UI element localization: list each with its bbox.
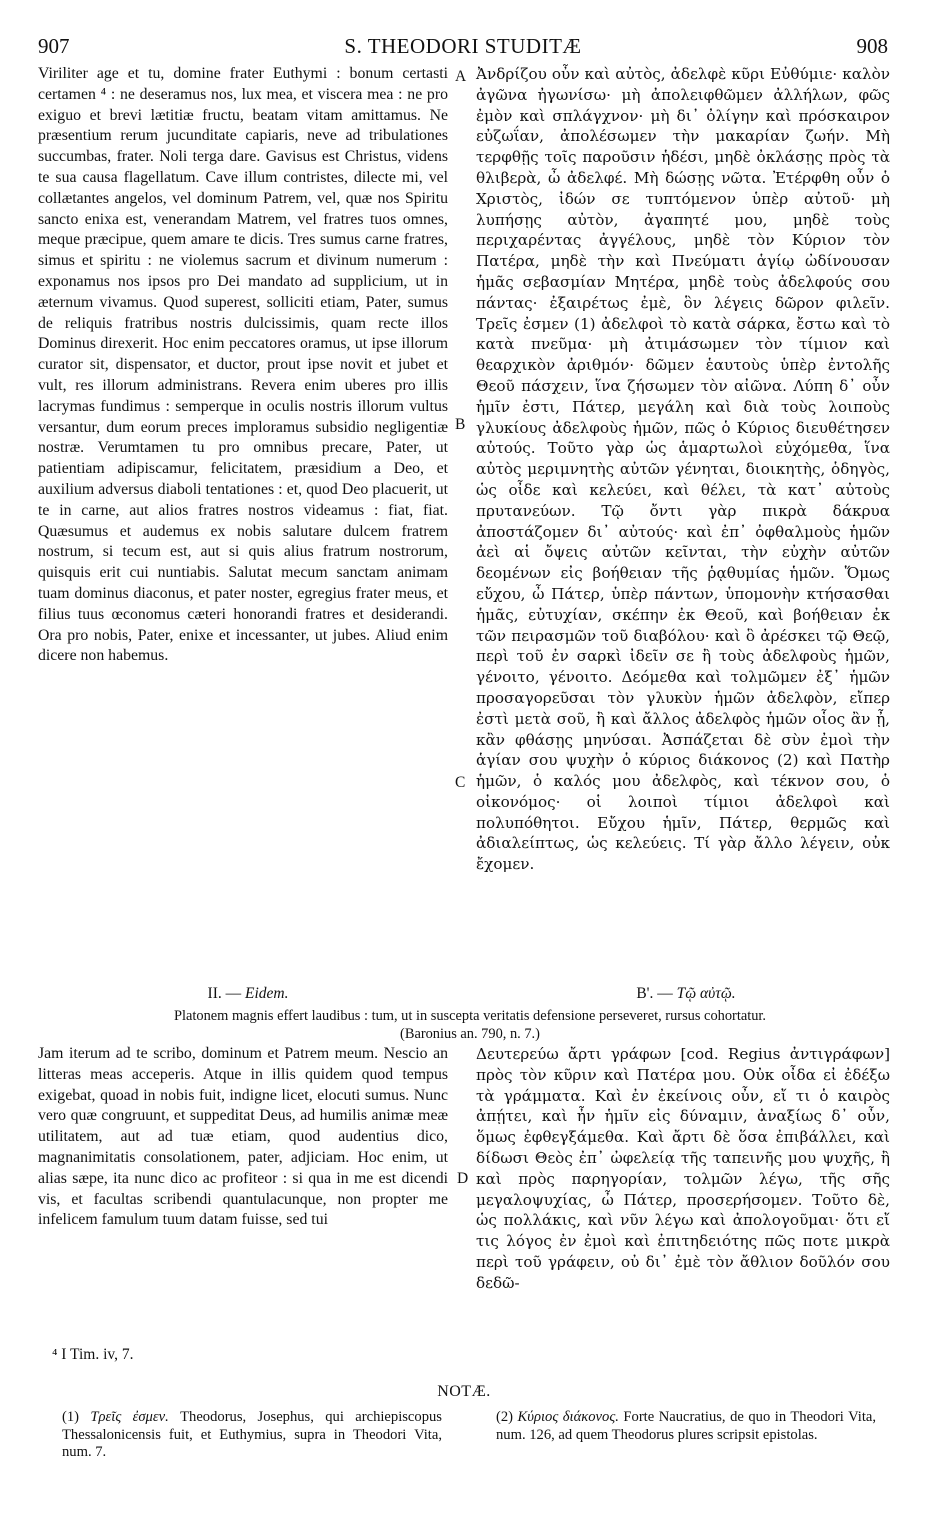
note-2: [496, 1409, 876, 1444]
letter1-latin-text: Viriliter age et tu, domine frater Euthymi : bonum certasti certamen ⁴ : ne deseramus nos, lux mea, et viscera mea : ne pro exiguo et brevi lætitiæ fructu, beatam vitam amittamus. Ne præsentium rerum jucunditate capiaris, neve ad tribulationes succumbas, frater. Noli terga dare. Gavisus est Christus, videns te sua causa flagellatum. Cave illum contristes, dilecte mi, vel collætantes angelos, vel dominum Patrem, vel, quæ nos Spiritu sancto enixa est, venerandam Matrem, vel fratres tuos omnes, meque præcipue, quem amare te dicis. Tres sumus carne fratres, simus et spiritu : ne violemus sacrum et divinum numerum : exponamus nos ipsos pro Dei mandato ad supplicium, ut in æternum vivamus. Quod superest, solliciti etiam, Pater, sumus de reliquis fratribus nostris dulcissimis, quam recte illos Dominus direxerit. Hoc enim peccatores oramus, ut ipse illorum curator sit, dispensator, et ductor, prout ipse novit et jubet et vult, res illorum administrans. Revera enim uberes pro illis lacrymas fundimus : semperque in oculis nostris illorum vultus versantur, dum eorum preces imploramus subsidio negligentiæ nostræ. Verumtamen tu pro omnibus precare, Pater, ut patientiam adipiscamur, felicitatem, præsidium a Deo, et auxilium adversus diaboli tentationes : et, quod Deo placuerit, ut te in carne, aut alios fratres nostros videamus : fiat, fiat. Quæsumus et audemus ex nobis salutare dulcem fratrem nostrum, si tecum est, aut si quis alius fratrum nostrorum, quisquis erit cui nuntiabis. Salutat mecum sanctam animam tuam dominus diaconus, et pater noster, egregius frater meus, et filius tuus œconomus cæteri honorandi fratres et desiderandi. Ora pro nobis, Pater, enixe et incessanter, ut jubes. Aliud enim dicere non habemus.: [38, 65, 448, 665]
margin-marker-d: D: [457, 1170, 469, 1187]
letter2-summary-line2: (Baronius an. 790, n. 7.): [400, 1026, 540, 1042]
page-number-left: 907: [38, 34, 70, 58]
note-2-text: Forte Naucratius, de quo in Theodori Vita, num. 126, ad quem Theodorus plures scripsit epistolas.: [496, 1409, 876, 1443]
letter2-heading-latin-title: Eidem.: [244, 985, 289, 1002]
letter2-heading-greek-title: Τῷ αὐτῷ.: [676, 985, 736, 1002]
letter2-heading-greek: [496, 985, 876, 1003]
letter1-greek-column: [476, 64, 890, 875]
letter2-summary: [70, 1007, 870, 1043]
letter2-greek-text: Δευτερεύω ἄρτι γράφων [cod. Regius ἀντιγράφων] πρὸς τὸν κῦριν καὶ Πατέρα μου. Οὐκ οἶδα εἰ ἐδέξω τὰ γράμματα. Καὶ ἐν ἐκείνοις οὖν, εἴ τι ὁ καιρὸς ἀπῄτει, καὶ ἦν ἡμῖν εἰς δύναμιν, ἀναξίως δ᾽ οὖν, ὅμως ἐφθεγξάμεθα. Καὶ ἄρτι δὲ ὅσα ἐπιβάλλει, καὶ δίδωσι Θεὸς ἐπ᾽ ὠφελείᾳ τῆς ταπεινῆς μου ψυχῆς, ἢ καὶ πρὸς παρηγορίαν, τολμῶν λέγω, τῆς σῆς μεγαλοψυχίας, ὦ Πάτερ, προσερήσομεν. Τοῦτο δὲ, ὡς πολλάκις, καὶ νῦν λέγω καὶ ἀπολογοῦμαι· ὅτι εἴ τις λόγος ἐν ἐμοὶ καὶ ἐπιτηδειότης πῶς ποτε μικρὰ περὶ τοῦ γράφειν, οὐ δι᾽ ἐμὲ τὸν ἄθλιον δοῦλόν σου δεδῶ-: [476, 1045, 890, 1292]
running-title: S. THEODORI STUDITÆ: [344, 34, 582, 58]
note-1: [62, 1409, 442, 1462]
letter2-greek-column: [476, 1044, 890, 1294]
letter2-heading-latin-num: II. —: [207, 985, 245, 1002]
page-number-right: 908: [856, 34, 888, 58]
letter2-latin-column: [38, 1044, 448, 1231]
note-1-lemma: Τρεῖς ἐσμεν.: [90, 1409, 169, 1425]
note-2-num: (2): [496, 1409, 518, 1425]
letter1-greek-text: Ἀνδρίζου οὖν καὶ αὐτὸς, ἀδελφὲ κῦρι Εὐθύμιε· καλὸν ἀγῶνα ἠγωνίσω· μὴ ἀπολειφθῶμεν ἀλλήλων, φῶς ἐμὸν καὶ σπλάγχνον· μὴ δι᾽ ὀλίγην καὶ πρόσκαιρον εὐζωΐαν, ἀπολέσωμεν τὴν μακαρίαν ζωήν. Μὴ τερφθῇς τοῖς παροῦσιν ἡδέσι, μηδὲ ὀκλάσῃς πρὸς τὰ θλιβερὰ, ὦ ἀδελφέ. Μὴ δώσῃς νῶτα. Ἐτέρφθη οὖν ὁ Χριστὸς, ἰδών σε τυπτόμενον ὑπὲρ αὐτοῦ· μὴ λυπήσῃς αὐτὸν, ἀγαπητέ μου, μηδὲ τοὺς περιχαρέντας ἀγγέλους, μηδὲ τὸν Κύριον τὸν Πατέρα, μηδὲ τὴν καὶ Πνεύματι ἁγίῳ ὠδίνουσαν ἡμᾶς σεβασμίαν Μητέρα, μηδὲ τοὺς ἀδελφούς σου πάντας· ἐξαιρέτως ἐμὲ, ὃν λέγεις δῶρον φιλεῖν. Τρεῖς ἐσμεν (1) ἀδελφοὶ τὸ κατὰ σάρκα, ἔστω καὶ τὸ κατὰ πνεῦμα· μὴ ἀτιμάσωμεν τὸν τίμιον καὶ θεαρχικὸν ἀριθμόν· δῶμεν ἑαυτοὺς ὑπὲρ ἐντολῆς Θεοῦ πάσχειν, ἵνα ζήσωμεν τὸν αἰῶνα. Λύπη δ᾽ οὖν ἡμῖν ἐστι, Πάτερ, μεγάλη καὶ διὰ τοὺς λοιποὺς γλυκίους ἀδελφοὺς ἡμῶν, πῶς ὁ Κύριος διευθέτησεν αὐτούς. Τοῦτο γὰρ ὡς ἁμαρτωλοὶ εὐχόμεθα, ἵνα αὐτὸς μεριμνητὴς αὐτῶν γένηται, διοικητὴς, ὁδηγὸς, ὡς οἶδε καὶ κελεύει, καὶ θέλει, τὰ κατ᾽ αὐτοὺς πρυτανεύων. Τῷ ὄντι γὰρ πικρὰ δάκρυα ἀποστάζομεν δι᾽ αὐτούς· καὶ ἐπ᾽ ὀφθαλμοὺς ἡμῶν ἀεὶ αἱ ὄψεις αὐτῶν κεῖνται, τὴν εὐχὴν αὐτῶν δεομένων εἰς βοήθειαν τῆς ῥᾳθυμίας ἡμῶν. Ὅμως εὔχου, ὦ Πάτερ, ὑπὲρ πάντων, ὑπομονὴν κτήσασθαι ἡμᾶς, εὐτυχίαν, σκέπην ἐκ Θεοῦ, καὶ βοήθειαν ἐκ τῶν πειρασμῶν τοῦ διαβόλου· καὶ ὃ ἀρέσκει τῷ Θεῷ, περὶ τοῦ ἐν σαρκὶ ἰδεῖν σε ἢ τοὺς ἀδελφοὺς ἡμῶν, γένοιτο, γένοιτο. Δεόμεθα καὶ τολμῶμεν ἐξ᾽ ἡμῶν προσαγορεῦσαι τὸν γλυκὺν ἡμῶν ἀδελφὸν, εἴπερ ἐστὶ μετὰ σοῦ, ἢ καὶ ἄλλος ἀδελφὸς ἡμῶν οἷος ἂν ᾖ, κἂν φθάσῃς μηνύσαι. Ἀσπάζεται δὲ σὺν ἐμοὶ τὴν ἁγίαν σου ψυχὴν ὁ κύριος διάκονος (2) καὶ Πατὴρ ἡμῶν, ὁ καλός μου ἀδελφὸς, καὶ τέκνον σου, ὁ οἰκονόμος· οἱ λοιποὶ τίμιοι ἀδελφοὶ καὶ πολυπόθητοι. Εὔχου ἡμῖν, Πάτερ, θερμῶς καὶ ἀδιαλείπτως, ὡς κελεύεις. Τί γὰρ ἄλλο λέγειν, οὐκ ἔχομεν.: [476, 65, 890, 874]
notae-title: NOTÆ.: [437, 1383, 491, 1400]
note-1-num: (1): [62, 1409, 91, 1425]
running-header: [38, 34, 888, 62]
letter2-latin-text: Jam iterum ad te scribo, dominum et Patrem meum. Nescio an litteras meas acceperis. Atque in illis quidem quod tempus exigebat, quoad in nobis fuit, indigne licet, elocuti sumus. Nunc vero quæ congruunt, et suppeditat Deus, ad humilis animæ meæ utilitatem, aut ad tuæ etiam, quod audentius dico, magnanimitatis consolationem, pater, adjiciam. Hoc enim, ut alias sæpe, ita nunc dico ac profiteor : si qua in me est dicendi vis, et facultas scribendi quantulacunque, non propter me infelicem famulum tuum datam fuisse, sed tui: [38, 1045, 448, 1229]
letter2-heading-greek-num: Β'. —: [636, 985, 677, 1002]
margin-marker-a: A: [455, 68, 467, 85]
letter2-heading-latin: [58, 985, 438, 1003]
letter1-latin-column: [38, 64, 448, 667]
margin-marker-c: C: [455, 774, 466, 791]
note-2-lemma: Κύριος διάκονος.: [517, 1409, 619, 1425]
margin-marker-b: B: [455, 416, 466, 433]
note-1-text: Theodorus, Josephus, qui archiepiscopus Thessalonicensis fuit, et Euthymius, supra in Theodori Vita, num. 7.: [62, 1409, 442, 1461]
letter2-summary-line1: Platonem magnis effert laudibus : tum, ut in suscepta veritatis defensione perseveret, rursus cohortatur.: [174, 1008, 766, 1024]
footnote: ⁴ I Tim. iv, 7.: [52, 1346, 134, 1363]
